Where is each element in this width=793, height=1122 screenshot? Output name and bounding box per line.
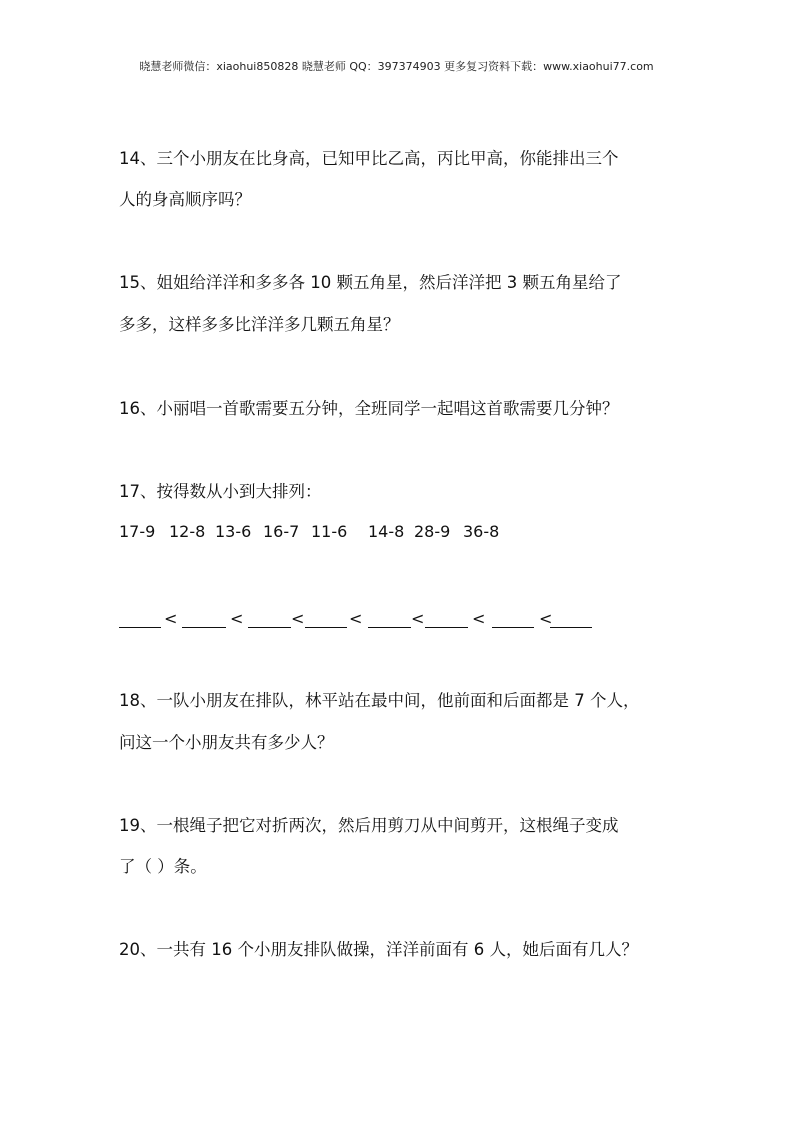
- less-than-sign: <: [472, 609, 486, 628]
- page-header: 晓慧老师微信：xiaohui850828 晓慧老师 QQ：397374903 更多复习资料下载：www.xiaohui77.com: [139, 60, 654, 73]
- question-16-line-1: 16、小丽唱一首歌需要五分钟，全班同学一起唱这首歌需要几分钟？: [119, 399, 619, 418]
- expression: 17-9: [119, 522, 156, 541]
- question-14-line-2: 人的身高顺序吗？: [119, 190, 251, 209]
- less-than-sign: <: [411, 609, 425, 628]
- answer-blank-3[interactable]: [248, 627, 291, 628]
- answer-blank-7[interactable]: [492, 627, 534, 628]
- answer-blanks: [119, 607, 599, 631]
- question-20-line-1: 20、一共有 16 个小朋友排队做操，洋洋前面有 6 人，她后面有几人？: [119, 940, 638, 959]
- question-18-line-1: 18、一队小朋友在排队，林平站在最中间，他前面和后面都是 7 个人，: [119, 691, 640, 710]
- less-than-sign: <: [230, 609, 244, 628]
- question-18-line-2: 问这一个小朋友共有多少人？: [119, 733, 334, 752]
- expression: 14-8: [368, 522, 405, 541]
- answer-blank-1[interactable]: [119, 627, 161, 628]
- answer-blank-6[interactable]: [425, 627, 468, 628]
- less-than-sign: <: [164, 609, 178, 628]
- expression: 16-7: [263, 522, 300, 541]
- expression: 28-9: [414, 522, 451, 541]
- expression: 12-8: [169, 522, 206, 541]
- question-17-line-1: 17、按得数从小到大排列：: [119, 482, 322, 501]
- answer-blank-5[interactable]: [368, 627, 411, 628]
- less-than-sign: <: [349, 609, 363, 628]
- expression: 36-8: [463, 522, 500, 541]
- expression: 11-6: [311, 522, 348, 541]
- question-19-line-1: 19、一根绳子把它对折两次，然后用剪刀从中间剪开，这根绳子变成: [119, 816, 619, 835]
- less-than-sign: <: [539, 609, 553, 628]
- question-14-line-1: 14、三个小朋友在比身高，已知甲比乙高，丙比甲高，你能排出三个: [119, 149, 619, 168]
- question-15-line-1: 15、姐姐给洋洋和多多各 10 颗五角星，然后洋洋把 3 颗五角星给了: [119, 273, 622, 292]
- question-19-line-2: 了（ ）条。: [119, 857, 207, 876]
- answer-blank-8[interactable]: [550, 627, 592, 628]
- answer-blank-2[interactable]: [182, 627, 226, 628]
- expression: 13-6: [215, 522, 252, 541]
- question-15-line-2: 多多，这样多多比洋洋多几颗五角星？: [119, 315, 400, 334]
- less-than-sign: <: [291, 609, 305, 628]
- answer-blank-4[interactable]: [305, 627, 347, 628]
